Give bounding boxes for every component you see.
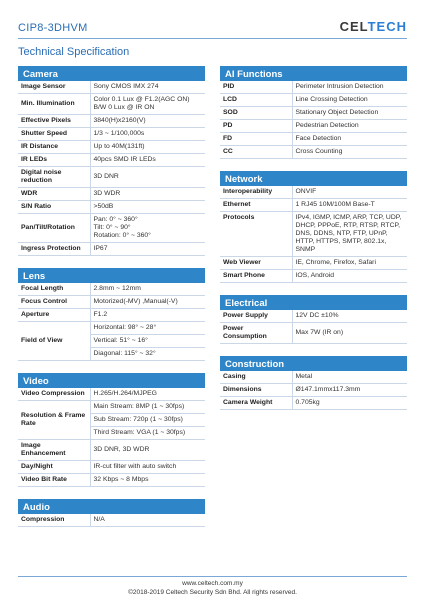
page-title: Technical Specification	[18, 46, 130, 58]
spec-key: Compression	[18, 514, 90, 527]
spec-key: Aperture	[18, 309, 90, 322]
table-row	[18, 154, 205, 167]
video-section	[18, 373, 205, 487]
spec-value: H.265/H.264/MJPEG	[90, 388, 205, 401]
table-row	[18, 167, 205, 188]
video-section-title: Video	[18, 373, 205, 388]
spec-value-line: Tilt: 0° ~ 90°	[93, 224, 131, 231]
spec-value: IPv4, IGMP, ICMP, ARP, TCP, UDP, DHCP, PPPoE, RTP, RTSP, RTCP, DNS, DDNS, NTP, FTP, UPnP, HTTP, HTTPS, SMTP, 802.1x, SNMP	[292, 212, 407, 257]
video-spec-table	[18, 388, 205, 487]
table-row	[220, 310, 407, 323]
spec-key: IR LEDs	[18, 154, 90, 167]
table-row	[18, 188, 205, 201]
spec-key: WDR	[18, 188, 90, 201]
table-row	[18, 474, 205, 487]
table-row	[220, 257, 407, 270]
spec-value: Face Detection	[292, 133, 407, 146]
table-row	[18, 388, 205, 401]
spec-value: Cross Counting	[292, 146, 407, 159]
spec-value: Stationary Object Detection	[292, 107, 407, 120]
spec-key: Focus Control	[18, 296, 90, 309]
electrical-section-title: Electrical	[220, 295, 407, 310]
spec-key: S/N Ratio	[18, 201, 90, 214]
audio-section-title: Audio	[18, 499, 205, 514]
electrical-spec-table	[220, 310, 407, 344]
table-row	[220, 120, 407, 133]
footer-copyright: ©2018-2019 Celtech Security Sdn Bhd. All rights reserved.	[128, 589, 297, 596]
spec-key: PD	[220, 120, 292, 133]
table-row	[220, 323, 407, 344]
spec-key: Image Sensor	[18, 81, 90, 94]
spec-value: 1 RJ45 10M/100M Base-T	[292, 199, 407, 212]
spec-key: SOD	[220, 107, 292, 120]
spec-key: Dimensions	[220, 384, 292, 397]
spec-value: IOS, Android	[292, 270, 407, 283]
spec-key: Digital noise reduction	[18, 167, 90, 188]
table-row	[18, 296, 205, 309]
spec-value: Pedestrian Detection	[292, 120, 407, 133]
spec-value-line: Pan: 0° ~ 360°	[93, 216, 138, 223]
ai-functions-section-title: AI Functions	[220, 66, 407, 81]
camera-section-title: Camera	[18, 66, 205, 81]
table-row	[18, 401, 205, 414]
spec-key: Web Viewer	[220, 257, 292, 270]
spec-value: Sony CMOS IMX 274	[90, 81, 205, 94]
spec-value: Line Crossing Detection	[292, 94, 407, 107]
spec-key: LCD	[220, 94, 292, 107]
spec-value: ONVIF	[292, 186, 407, 199]
spec-value	[90, 214, 205, 243]
spec-key: Interoperability	[220, 186, 292, 199]
model-number: CIP8-3DHVM	[18, 22, 88, 34]
table-row	[18, 94, 205, 115]
spec-value: >50dB	[90, 201, 205, 214]
spec-value: Diagonal: 115° ~ 32°	[90, 348, 205, 361]
table-row	[220, 270, 407, 283]
footer-divider	[18, 576, 407, 577]
spec-value: IE, Chrome, Firefox, Safari	[292, 257, 407, 270]
brand-logo-accent: TECH	[367, 19, 407, 34]
spec-value: IR-cut filter with auto switch	[90, 461, 205, 474]
spec-value: Third Stream: VGA (1 ~ 30fps)	[90, 427, 205, 440]
electrical-section	[220, 295, 407, 344]
spec-value: Ø147.1mmx117.3mm	[292, 384, 407, 397]
spec-key: Field of View	[18, 322, 90, 361]
spec-value: IP67	[90, 243, 205, 256]
spec-key: CC	[220, 146, 292, 159]
table-row	[220, 94, 407, 107]
spec-key: Focal Length	[18, 283, 90, 296]
network-section	[220, 171, 407, 283]
table-row	[18, 283, 205, 296]
spec-value-line: Rotation: 0° ~ 360°	[93, 232, 151, 239]
spec-key: Power Supply	[220, 310, 292, 323]
spec-key: Resolution & Frame Rate	[18, 401, 90, 440]
spec-key: Casing	[220, 371, 292, 384]
table-row	[18, 514, 205, 527]
construction-section-title: Construction	[220, 356, 407, 371]
table-row	[18, 309, 205, 322]
spec-key: Protocols	[220, 212, 292, 257]
table-row	[18, 141, 205, 154]
header-divider	[18, 38, 407, 39]
spec-value: 2.8mm ~ 12mm	[90, 283, 205, 296]
table-row	[18, 201, 205, 214]
table-row	[220, 384, 407, 397]
table-row	[220, 371, 407, 384]
spec-value: 12V DC ±10%	[292, 310, 407, 323]
network-spec-table	[220, 186, 407, 283]
spec-key: IR Distance	[18, 141, 90, 154]
lens-spec-table	[18, 283, 205, 361]
table-row	[220, 212, 407, 257]
spec-value-line: B/W 0 Lux @ IR ON	[93, 104, 155, 111]
table-row	[18, 243, 205, 256]
spec-key: PID	[220, 81, 292, 94]
table-row	[220, 397, 407, 410]
table-row	[18, 81, 205, 94]
lens-section	[18, 268, 205, 361]
spec-key: Ethernet	[220, 199, 292, 212]
audio-section	[18, 499, 205, 527]
camera-spec-table	[18, 81, 205, 256]
table-row	[220, 186, 407, 199]
spec-value: F1.2	[90, 309, 205, 322]
table-row	[220, 146, 407, 159]
table-row	[220, 81, 407, 94]
spec-value: 3D DNR	[90, 167, 205, 188]
table-row	[220, 107, 407, 120]
brand-logo-main: CEL	[339, 19, 368, 34]
page-header	[18, 14, 407, 44]
table-row	[18, 322, 205, 335]
spec-key: Effective Pixels	[18, 115, 90, 128]
construction-section	[220, 356, 407, 410]
table-row	[18, 128, 205, 141]
spec-key: Min. Illumination	[18, 94, 90, 115]
table-row	[18, 214, 205, 243]
spec-value: 1/3 ~ 1/100,000s	[90, 128, 205, 141]
table-row	[220, 199, 407, 212]
spec-key: Power Consumption	[220, 323, 292, 344]
table-row	[18, 461, 205, 474]
spec-value: N/A	[90, 514, 205, 527]
spec-key: Smart Phone	[220, 270, 292, 283]
spec-value: 40pcs SMD IR LEDs	[90, 154, 205, 167]
spec-value: 3840(H)x2160(V)	[90, 115, 205, 128]
spec-value: 0.705kg	[292, 397, 407, 410]
camera-section	[18, 66, 205, 256]
network-section-title: Network	[220, 171, 407, 186]
spec-value: Perimeter Intrusion Detection	[292, 81, 407, 94]
spec-value	[90, 94, 205, 115]
spec-value: Up to 40M(131ft)	[90, 141, 205, 154]
construction-spec-table	[220, 371, 407, 410]
spec-value: Motorized(-MV) ,Manual(-V)	[90, 296, 205, 309]
table-row	[18, 115, 205, 128]
spec-value: 3D DNR, 3D WDR	[90, 440, 205, 461]
spec-value-line: Color 0.1 Lux @ F1.2(AGC ON)	[93, 96, 190, 103]
table-row	[220, 133, 407, 146]
spec-value: Horizontal: 98° ~ 28°	[90, 322, 205, 335]
spec-key: Shutter Speed	[18, 128, 90, 141]
lens-section-title: Lens	[18, 268, 205, 283]
left-column	[18, 66, 205, 539]
spec-key: Pan/Tilt/Rotation	[18, 214, 90, 243]
spec-value: 3D WDR	[90, 188, 205, 201]
audio-spec-table	[18, 514, 205, 527]
spec-value: Sub Stream: 720p (1 ~ 30fps)	[90, 414, 205, 427]
ai-functions-section	[220, 66, 407, 159]
spec-value: Max 7W (IR on)	[292, 323, 407, 344]
spec-key: Image Enhancement	[18, 440, 90, 461]
right-column	[220, 66, 407, 422]
spec-value: Main Stream: 8MP (1 ~ 30fps)	[90, 401, 205, 414]
spec-key: Video Bit Rate	[18, 474, 90, 487]
footer-website-link[interactable]: www.celtech.com.my	[182, 580, 243, 587]
brand-logo	[340, 19, 407, 34]
spec-key: Day/Night	[18, 461, 90, 474]
spec-value: Metal	[292, 371, 407, 384]
table-row	[18, 440, 205, 461]
spec-key: Ingress Protection	[18, 243, 90, 256]
spec-value: Vertical: 51° ~ 16°	[90, 335, 205, 348]
spec-key: Video Compression	[18, 388, 90, 401]
spec-value: 32 Kbps ~ 8 Mbps	[90, 474, 205, 487]
ai-spec-table	[220, 81, 407, 159]
spec-key: Camera Weight	[220, 397, 292, 410]
spec-key: FD	[220, 133, 292, 146]
